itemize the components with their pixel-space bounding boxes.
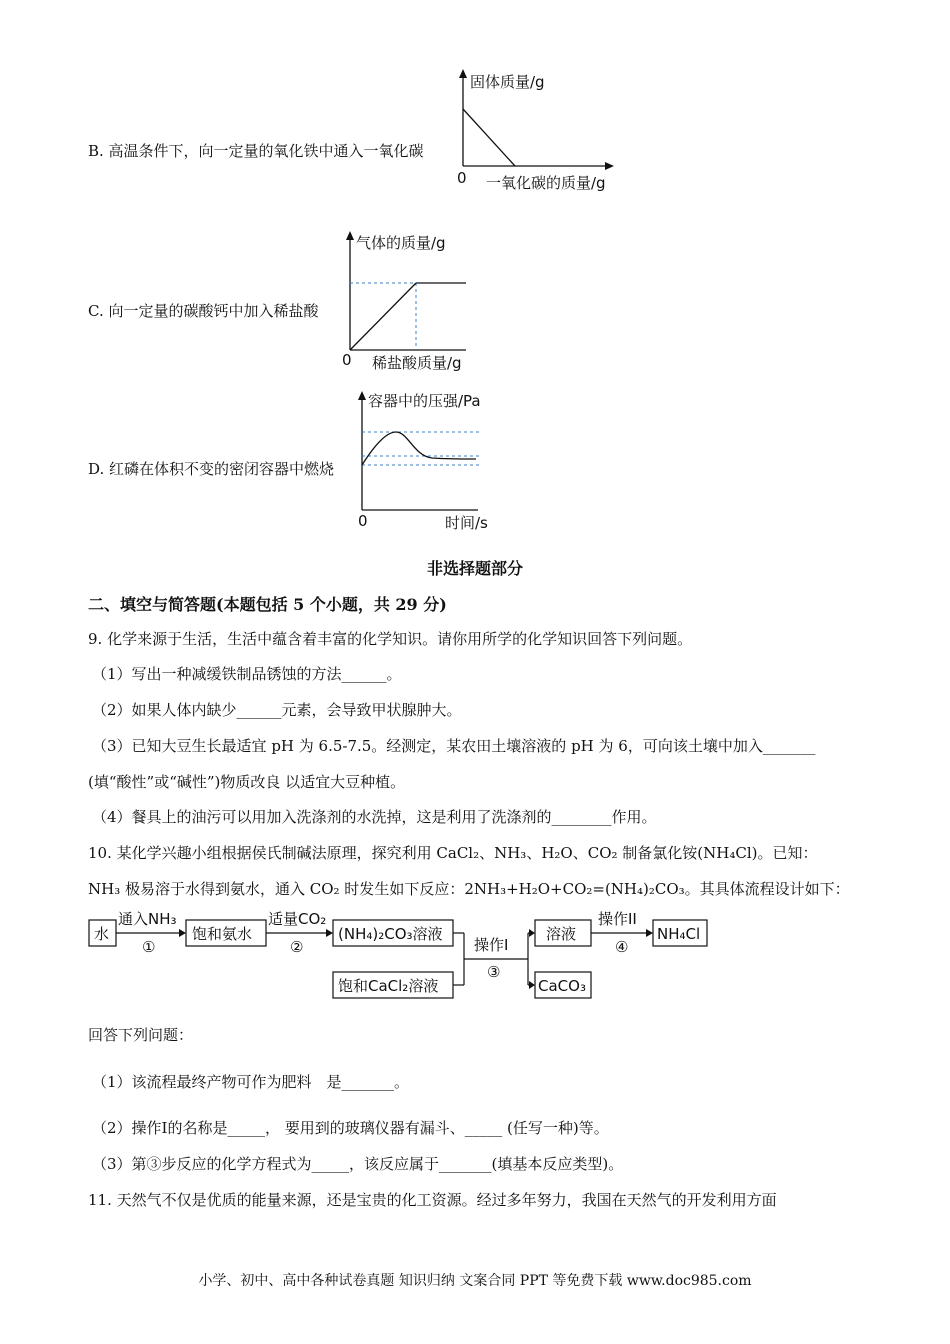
question-b-label: B. 高温条件下，向一定量的氧化铁中通入一氧化碳 <box>88 142 424 160</box>
flow-box-ammonium-carbonate-text: (NH₄)₂CO₃溶液 <box>338 925 443 943</box>
graph-b-x-label: 一氧化碳的质量/g <box>486 174 606 192</box>
q9-sub4: （4）餐具上的油污可以用加入洗涤剂的水洗掉，这是利用了洗涤剂的________作用。 <box>92 808 657 826</box>
graph-c-y-label: 气体的质量/g <box>356 234 446 252</box>
part-title: 二、填空与简答题(本题包括 5 个小题，共 29 分) <box>88 595 447 614</box>
flow-arrow1-label: 通入NH₃ <box>118 910 177 928</box>
graph-b <box>448 66 648 196</box>
graph-c <box>340 226 520 376</box>
graph-d-origin: 0 <box>358 512 368 530</box>
graph-c-x-label: 稀盐酸质量/g <box>372 354 462 372</box>
flow-box-nh4cl-text: NH₄Cl <box>657 925 701 943</box>
flow-diagram <box>88 908 728 1003</box>
q9-sub3-continued: (填“酸性”或“碱性”)物质改良 以适宜大豆种植。 <box>88 773 406 791</box>
flow-arrow1-num: ① <box>142 938 156 956</box>
graph-d <box>352 386 522 536</box>
flow-arrow2-num: ② <box>290 938 304 956</box>
graph-c-origin: 0 <box>342 351 352 369</box>
flow-op2-num: ④ <box>615 938 629 956</box>
q11-stem: 11. 天然气不仅是优质的能量来源，还是宝贵的化工资源。经过多年努力，我国在天然气的开发利用方面 <box>88 1191 777 1209</box>
graph-b-y-label: 固体质量/g <box>470 73 545 91</box>
graph-b-origin: 0 <box>457 169 467 187</box>
flow-op1-num: ③ <box>487 963 501 981</box>
q9-sub2: （2）如果人体内缺少______元素，会导致甲状腺肿大。 <box>92 701 462 719</box>
flow-box-ammonia-text: 饱和氨水 <box>192 925 253 943</box>
graph-d-y-label: 容器中的压强/Pa <box>368 392 481 410</box>
section-title: 非选择题部分 <box>426 559 523 578</box>
q9-stem: 9. 化学来源于生活，生活中蕴含着丰富的化学知识。请你用所学的化学知识回答下列问题。 <box>88 630 693 648</box>
flow-box-cacl2-text: 饱和CaCl₂溶液 <box>338 977 439 995</box>
question-c-label: C. 向一定量的碳酸钙中加入稀盐酸 <box>88 302 319 320</box>
question-d-label: D. 红磷在体积不变的密闭容器中燃烧 <box>88 460 335 478</box>
q9-sub1: （1）写出一种减缓铁制品锈蚀的方法______。 <box>92 665 402 683</box>
q10-stem: 10. 某化学兴趣小组根据侯氏制碱法原理，探究利用 CaCl₂、NH₃、H₂O、CO₂ 制备氯化铵(NH₄Cl)。已知： <box>88 844 818 862</box>
q10-sub2: （2）操作I的名称是_____， 要用到的玻璃仪器有漏斗、_____ (任写一种)等。 <box>92 1119 609 1137</box>
q10-sub3: （3）第③步反应的化学方程式为_____，该反应属于_______(填基本反应类型)。 <box>92 1155 624 1173</box>
q10-stem-2: NH₃ 极易溶于水得到氨水，通入 CO₂ 时发生如下反应：2NH₃+H₂O+CO₂=(NH₄)₂CO₃。其具体流程设计如下： <box>88 880 850 898</box>
flow-box-caco3-text: CaCO₃ <box>538 977 586 995</box>
graph-d-x-label: 时间/s <box>445 514 488 532</box>
q10-sub1: （1）该流程最终产物可作为肥料 是_______。 <box>92 1073 410 1091</box>
q10-prompt: 回答下列问题： <box>88 1026 194 1044</box>
flow-op2-label: 操作II <box>598 910 637 928</box>
flow-op1-label: 操作I <box>474 936 509 954</box>
page-footer: 小学、初中、高中各种试卷真题 知识归纳 文案合同 PPT 等免费下载 www.doc985.com <box>198 1273 752 1289</box>
flow-box-solution-text: 溶液 <box>546 925 577 943</box>
flow-arrow2-label: 适量CO₂ <box>268 910 327 928</box>
q9-sub3: （3）已知大豆生长最适宜 pH 为 6.5-7.5。经测定，某农田土壤溶液的 pH 为 6，可向该土壤中加入_______ <box>92 737 816 755</box>
flow-box-water-text: 水 <box>94 925 110 943</box>
